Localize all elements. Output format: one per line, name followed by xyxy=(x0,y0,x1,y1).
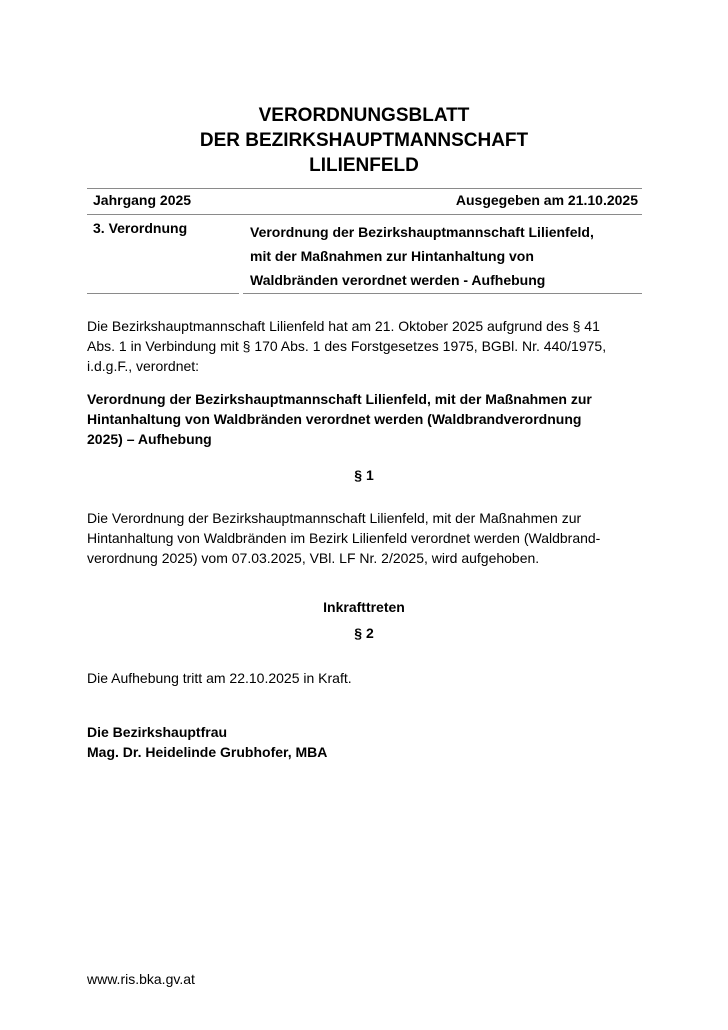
title-line-2: DER BEZIRKSHAUPTMANNSCHAFT xyxy=(199,130,529,151)
heading-line-1: Verordnung der Bezirkshauptmannschaft Lilienfeld, mit der Maßnahmen zur xyxy=(87,391,592,407)
regulation-heading xyxy=(87,389,647,449)
intro-line-2: Abs. 1 in Verbindung mit § 170 Abs. 1 des Forstgesetzes 1975, BGBl. Nr. 440/1975, xyxy=(87,338,607,354)
heading-line-3: 2025) – Aufhebung xyxy=(87,431,212,447)
regulation-subject xyxy=(250,220,640,292)
section-1-line-2: Hintanhaltung von Waldbränden im Bezirk Lilienfeld verordnet werden (Waldbrand- xyxy=(87,530,601,546)
intro-line-3: i.d.g.F., verordnet: xyxy=(87,358,200,374)
inkrafttreten-heading: Inkrafttreten xyxy=(323,599,405,615)
section-2-paragraph xyxy=(87,668,647,688)
issue-meta-table xyxy=(87,188,642,294)
meta-row-issue xyxy=(87,189,642,214)
subject-line-1: Verordnung der Bezirkshauptmannschaft Lilienfeld, xyxy=(250,224,594,240)
subject-line-2: mit der Maßnahmen zur Hintanhaltung von xyxy=(250,248,534,264)
section-1-line-3: verordnung 2025) vom 07.03.2025, VBl. LF Nr. 2/2025, wird aufgehoben. xyxy=(87,550,540,566)
footer-url[interactable]: www.ris.bka.gv.at xyxy=(87,971,195,987)
subject-line-3: Waldbränden verordnet werden - Aufhebung xyxy=(250,272,546,288)
title-line-1: VERORDNUNGSBLATT xyxy=(258,105,470,126)
signatory-name: Mag. Dr. Heidelinde Grubhofer, MBA xyxy=(87,744,328,760)
section-1-label: § 1 xyxy=(354,467,374,483)
signature-block xyxy=(87,722,647,762)
issue-date: Ausgegeben am 21.10.2025 xyxy=(455,192,638,208)
gazette-title xyxy=(0,103,728,178)
heading-line-2: Hintanhaltung von Waldbränden verordnet werden (Waldbrandverordnung xyxy=(87,411,582,427)
volume-label: Jahrgang 2025 xyxy=(93,192,192,208)
meta-bottom-rule xyxy=(87,293,642,294)
signatory-role: Die Bezirkshauptfrau xyxy=(87,724,228,740)
section-1-paragraph xyxy=(87,508,647,568)
intro-paragraph xyxy=(87,316,647,376)
section-2-text: Die Aufhebung tritt am 22.10.2025 in Kraft. xyxy=(87,670,352,686)
title-line-3: LILIENFELD xyxy=(309,155,419,176)
meta-row-regulation xyxy=(87,215,642,293)
section-1-line-1: Die Verordnung der Bezirkshauptmannschaft Lilienfeld, mit der Maßnahmen zur xyxy=(87,510,582,526)
intro-line-1: Die Bezirkshauptmannschaft Lilienfeld hat am 21. Oktober 2025 aufgrund des § 41 xyxy=(87,318,600,334)
regulation-number: 3. Verordnung xyxy=(93,220,188,236)
section-2-label: § 2 xyxy=(354,625,374,641)
